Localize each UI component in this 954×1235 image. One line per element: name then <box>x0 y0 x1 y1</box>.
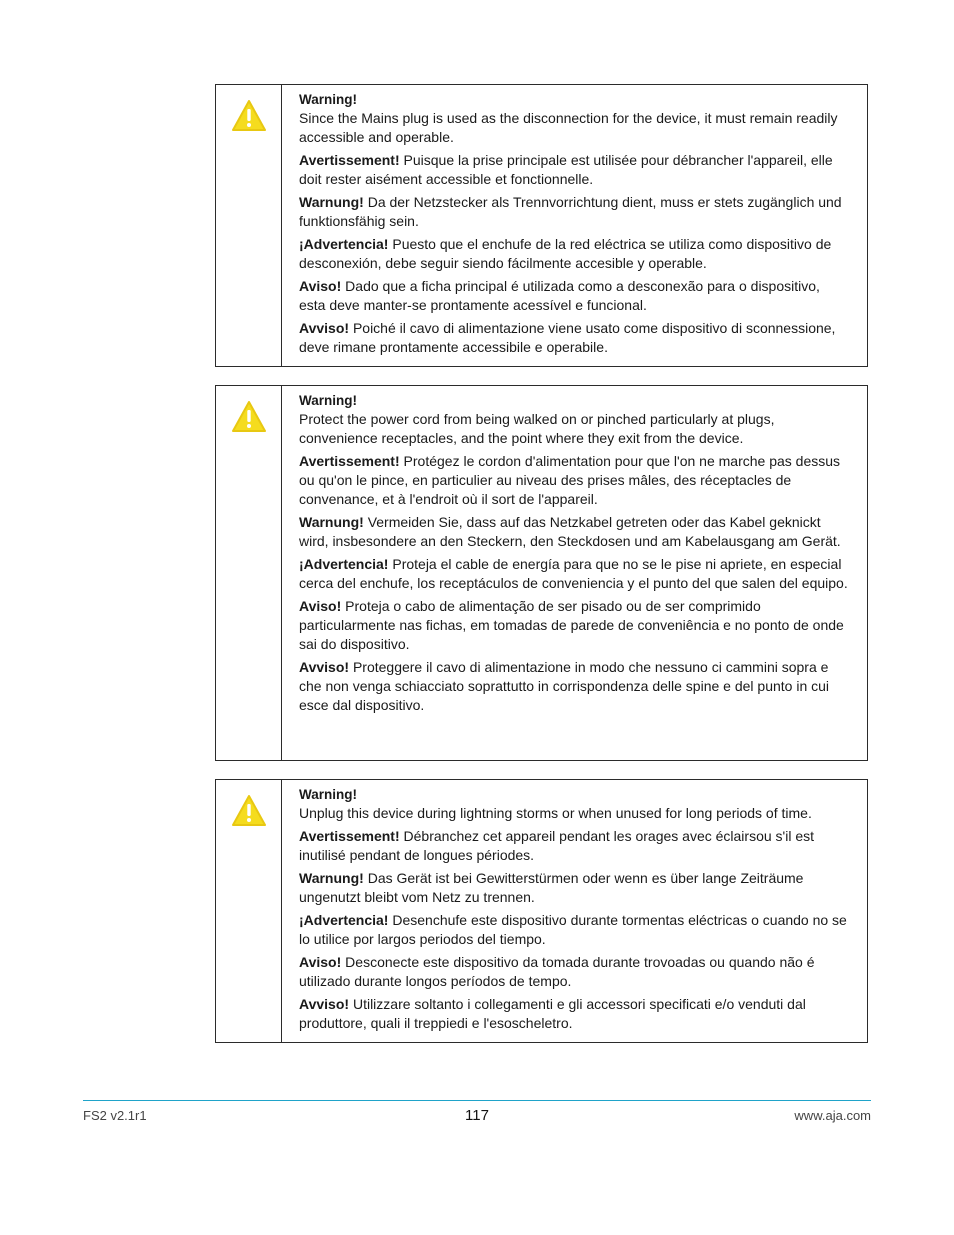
para-label: Avertissement! <box>299 152 400 168</box>
warning-icon-cell <box>216 85 282 366</box>
warning-para-pt <box>299 953 849 991</box>
para-label: ¡Advertencia! <box>299 236 389 252</box>
warning-text <box>282 386 867 760</box>
warning-para-pt <box>299 277 849 315</box>
para-label: Warnung! <box>299 514 364 530</box>
warning-para-en <box>299 109 849 147</box>
warning-para-de <box>299 193 849 231</box>
warning-text <box>282 85 867 366</box>
warning-text <box>282 780 867 1042</box>
para-text: Desenchufe este dispositivo durante tormentas eléctricas o cuando no se lo utilice por largos periodos del tiempo. <box>299 912 847 947</box>
warning-para-es <box>299 911 849 949</box>
warning-box-power-cord <box>215 385 868 761</box>
warning-para-de <box>299 513 849 551</box>
para-text: Débranchez cet appareil pendant les orages avec éclairsou s'il est inutilisé pendant de longues périodes. <box>299 828 814 863</box>
warning-para-en <box>299 410 849 448</box>
para-label: ¡Advertencia! <box>299 556 389 572</box>
warning-box-lightning <box>215 779 868 1043</box>
warning-triangle-icon <box>231 99 267 132</box>
para-label: Avviso! <box>299 996 350 1012</box>
para-text: Proteja o cabo de alimentação de ser pisado ou de ser comprimido particularmente nas fichas, em tomadas de parede de conveniência e no ponto de onde sai do dispositivo. <box>299 598 844 652</box>
para-label: Aviso! <box>299 954 342 970</box>
para-label: Warnung! <box>299 194 364 210</box>
warning-para-it <box>299 658 849 715</box>
para-text: Dado que a ficha principal é utilizada como a desconexão para o dispositivo, esta deve manter-se prontamente acessível e funcional. <box>299 278 820 313</box>
warning-para-fr <box>299 452 849 509</box>
warning-para-it <box>299 995 849 1033</box>
warning-heading: Warning! <box>299 393 357 408</box>
para-text: Poiché il cavo di alimentazione viene usato come dispositivo di sconnessione, deve rimane prontamente accessibile e operabile. <box>299 320 836 355</box>
para-label: Aviso! <box>299 278 342 294</box>
para-text: Utilizzare soltanto i collegamenti e gli accessori specificati e/o venduti dal produttore, quali il treppiedi e l'esoscheletro. <box>299 996 806 1031</box>
para-text: Protect the power cord from being walked on or pinched particularly at plugs, convenience receptacles, and the point where they exit from the device. <box>299 411 775 446</box>
para-text: Puisque la prise principale est utilisée pour débrancher l'appareil, elle doit rester aisément accessible et fonctionnelle. <box>299 152 833 187</box>
warning-icon-cell <box>216 780 282 1042</box>
para-text: Protégez le cordon d'alimentation pour que l'on ne marche pas dessus ou qu'on le pince, en particulier au niveau des prises mâles, des réceptacles de convenance, et à l'endroit où il sort de l'appareil. <box>299 453 841 507</box>
footer-page-number: 117 <box>465 1107 489 1124</box>
warning-para-fr <box>299 151 849 189</box>
warning-para-pt <box>299 597 849 654</box>
warning-para-es <box>299 235 849 273</box>
warning-box-mains-plug <box>215 84 868 367</box>
para-label: Avertissement! <box>299 453 400 469</box>
warning-triangle-icon <box>231 794 267 827</box>
para-text: Since the Mains plug is used as the disconnection for the device, it must remain readily accessible and operable. <box>299 110 838 145</box>
footer-website: www.aja.com <box>794 1108 871 1123</box>
warning-para-it <box>299 319 849 357</box>
para-text: Vermeiden Sie, dass auf das Netzkabel getreten oder das Kabel geknickt wird, insbesondere an den Steckern, den Steckdosen und am Kabelausgang am Gerät. <box>299 514 841 549</box>
para-text: Da der Netzstecker als Trennvorrichtung dient, muss er stets zugänglich und funktionsfähig sein. <box>299 194 842 229</box>
para-label: Avertissement! <box>299 828 400 844</box>
footer-divider <box>83 1100 871 1101</box>
warning-para-es <box>299 555 849 593</box>
para-text: Proteja el cable de energía para que no se le pise ni apriete, en especial cerca del enchufe, los receptáculos de conveniencia y el punto del que salen del equipo. <box>299 556 848 591</box>
warning-heading: Warning! <box>299 787 357 802</box>
para-text: Desconecte este dispositivo da tomada durante trovoadas ou quando não é utilizado durante longos períodos de tempo. <box>299 954 815 989</box>
warning-para-fr <box>299 827 849 865</box>
para-text: Puesto que el enchufe de la red eléctrica se utiliza como dispositivo de desconexión, debe seguir siendo fácilmente accesible y operable. <box>299 236 832 271</box>
para-text: Proteggere il cavo di alimentazione in modo che nessuno ci cammini sopra e che non venga schiacciato soprattutto in corrispondenza delle spine e del punto in cui esce dal dispositivo. <box>299 659 830 713</box>
warning-para-en <box>299 804 849 823</box>
para-label: Aviso! <box>299 598 342 614</box>
para-label: Warnung! <box>299 870 364 886</box>
para-label: Avviso! <box>299 659 350 675</box>
warning-heading: Warning! <box>299 92 357 107</box>
para-text: Das Gerät ist bei Gewitterstürmen oder wenn es über lange Zeiträume ungenutzt bleibt vom Netz zu trennen. <box>299 870 804 905</box>
para-text: Unplug this device during lightning storms or when unused for long periods of time. <box>299 805 812 821</box>
footer-doc-version: FS2 v2.1r1 <box>83 1108 147 1123</box>
para-label: Avviso! <box>299 320 350 336</box>
para-label: ¡Advertencia! <box>299 912 389 928</box>
warning-triangle-icon <box>231 400 267 433</box>
warning-icon-cell <box>216 386 282 760</box>
warning-para-de <box>299 869 849 907</box>
